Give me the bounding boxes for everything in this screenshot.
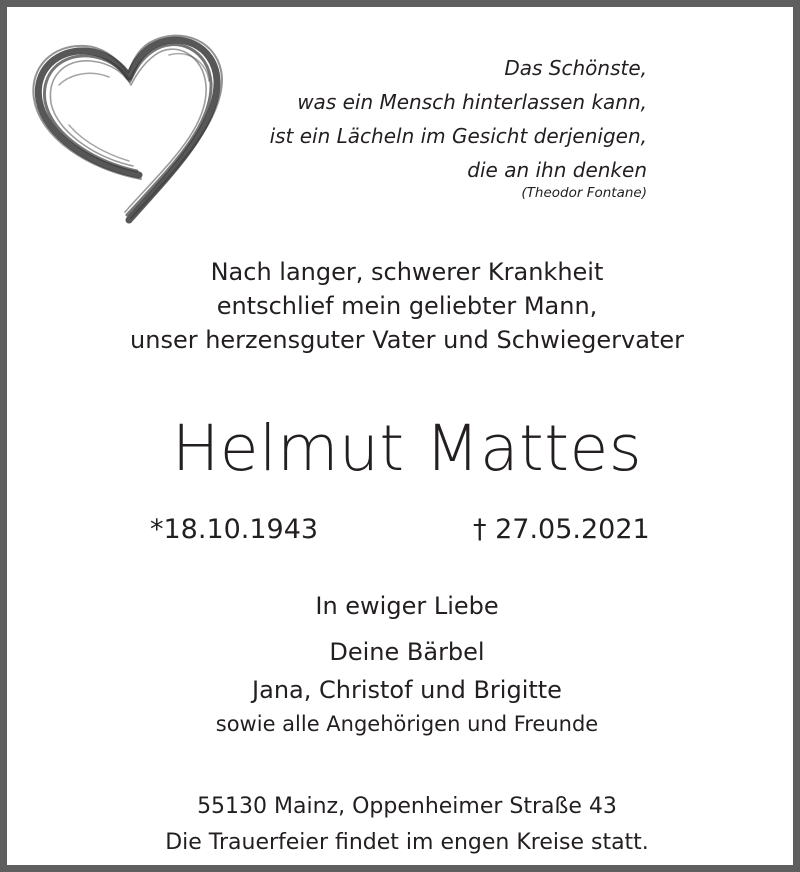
address-line: 55130 Mainz, Oppenheimer Straße 43	[197, 794, 617, 819]
intro-text	[7, 255, 800, 357]
intro-line: unser herzensguter Vater und Schwiegervater	[130, 326, 684, 354]
quote-line: ist ein Lächeln im Gesicht derjenigen,	[269, 124, 647, 148]
quote-block	[270, 51, 647, 204]
mourner-others: sowie alle Angehörigen und Freunde	[215, 712, 599, 736]
closing-line: In ewiger Liebe	[315, 592, 499, 620]
intro-line: entschlief mein geliebter Mann,	[216, 292, 598, 320]
quote-line: Das Schönste,	[504, 56, 647, 80]
quote-line: die an ihn denken	[467, 158, 647, 182]
mourner-line: Deine Bärbel	[329, 638, 485, 666]
footer-block	[7, 789, 800, 861]
deceased-name: Helmut Mattes	[171, 412, 643, 485]
quote-author: (Theodor Fontane)	[521, 185, 647, 201]
birth-date: *18.10.1943	[150, 514, 319, 545]
heart-icon	[29, 25, 229, 225]
mourners-block	[7, 633, 800, 739]
funeral-note: Die Trauerfeier findet im engen Kreise statt.	[165, 830, 649, 855]
death-date: † 27.05.2021	[473, 514, 650, 545]
mourner-line: Jana, Christof und Brigitte	[252, 676, 562, 704]
quote-line: was ein Mensch hinterlassen kann,	[297, 90, 647, 114]
intro-line: Nach langer, schwerer Krankheit	[210, 258, 604, 286]
